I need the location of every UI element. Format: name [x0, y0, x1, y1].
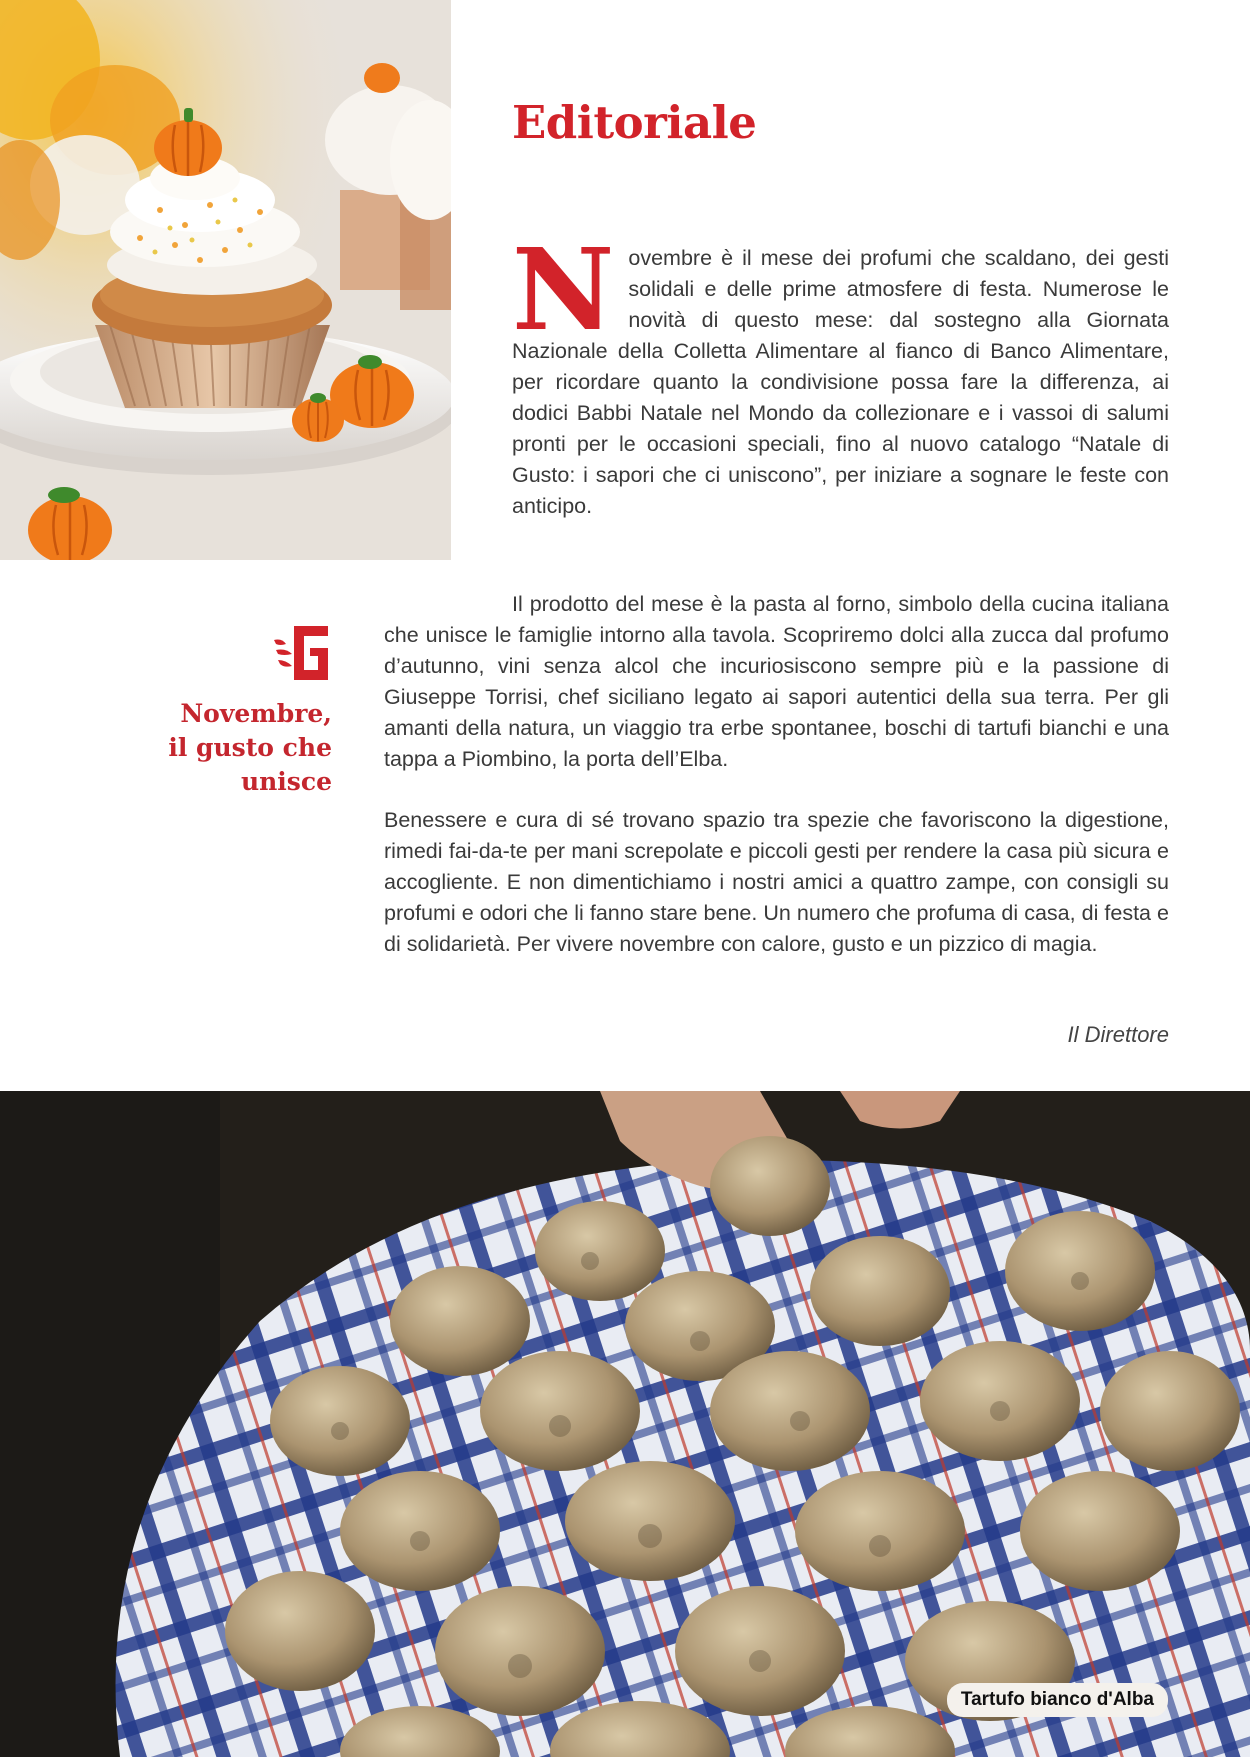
drop-cap: N [512, 225, 615, 356]
intro-paragraph [512, 225, 1169, 522]
paragraph-2: Il prodotto del mese è la pasta al forno, simbolo della cucina italiana che unisce le famiglie intorno alla tavola. Scopriremo dolci alla zucca dal profumo d’autunno, vini senza alcol che incuriosiscono sempre più e la passione di Giuseppe Torrisi, chef siciliano legato ai sapori autentici della sua terra. Per gli amanti della natura, un viaggio tra erbe spontanee, boschi di tartufi bianchi e una tappa a Piombino, la porta dell’Elba. [384, 592, 1169, 771]
brand-logo-icon [272, 622, 334, 684]
cupcake-photo [0, 0, 451, 560]
truffle-photo [0, 1091, 1250, 1757]
signature: Il Direttore [1067, 1022, 1169, 1047]
pull-quote-line-2: il gusto che [168, 733, 332, 762]
paragraph-1: ovembre è il mese dei profumi che scaldano, dei gesti solidali e delle prime atmosfere di festa. Numerose le novità di questo mese: dal sostegno alla Giornata Nazionale della Colletta Alimentare al fianco di Banco Alimentare, per ricordare quanto la condivisione possa fare la differenza, ai dodici Babbi Natale nel Mondo da collezionare e i vassoi di salumi pronti per le occasioni speciali, fino al nuovo catalogo “Natale di Gusto: i sapori che ci uniscono”, per iniziare a sognare le feste con anticipo. [512, 246, 1169, 518]
paragraph-3: Benessere e cura di sé trovano spazio tra spezie che favoriscono la digestione, rimedi fai-da-te per mani screpolate e piccoli gesti per rendere la casa più sicura e accogliente. E non dimentichiamo i nostri amici a quattro zampe, con consigli su profumi e odori che li fanno stare bene. Un numero che profuma di casa, di festa e di solidarietà. Per vivere novembre con calore, gusto e un pizzico di magia. [384, 808, 1169, 956]
photo-caption: Tartufo bianco d'Alba [947, 1683, 1168, 1717]
page-title: Editoriale [512, 96, 757, 149]
pull-quote-line-1: Novembre, [180, 699, 332, 728]
pull-quote-line-3: unisce [240, 767, 332, 796]
pull-quote [120, 697, 332, 799]
